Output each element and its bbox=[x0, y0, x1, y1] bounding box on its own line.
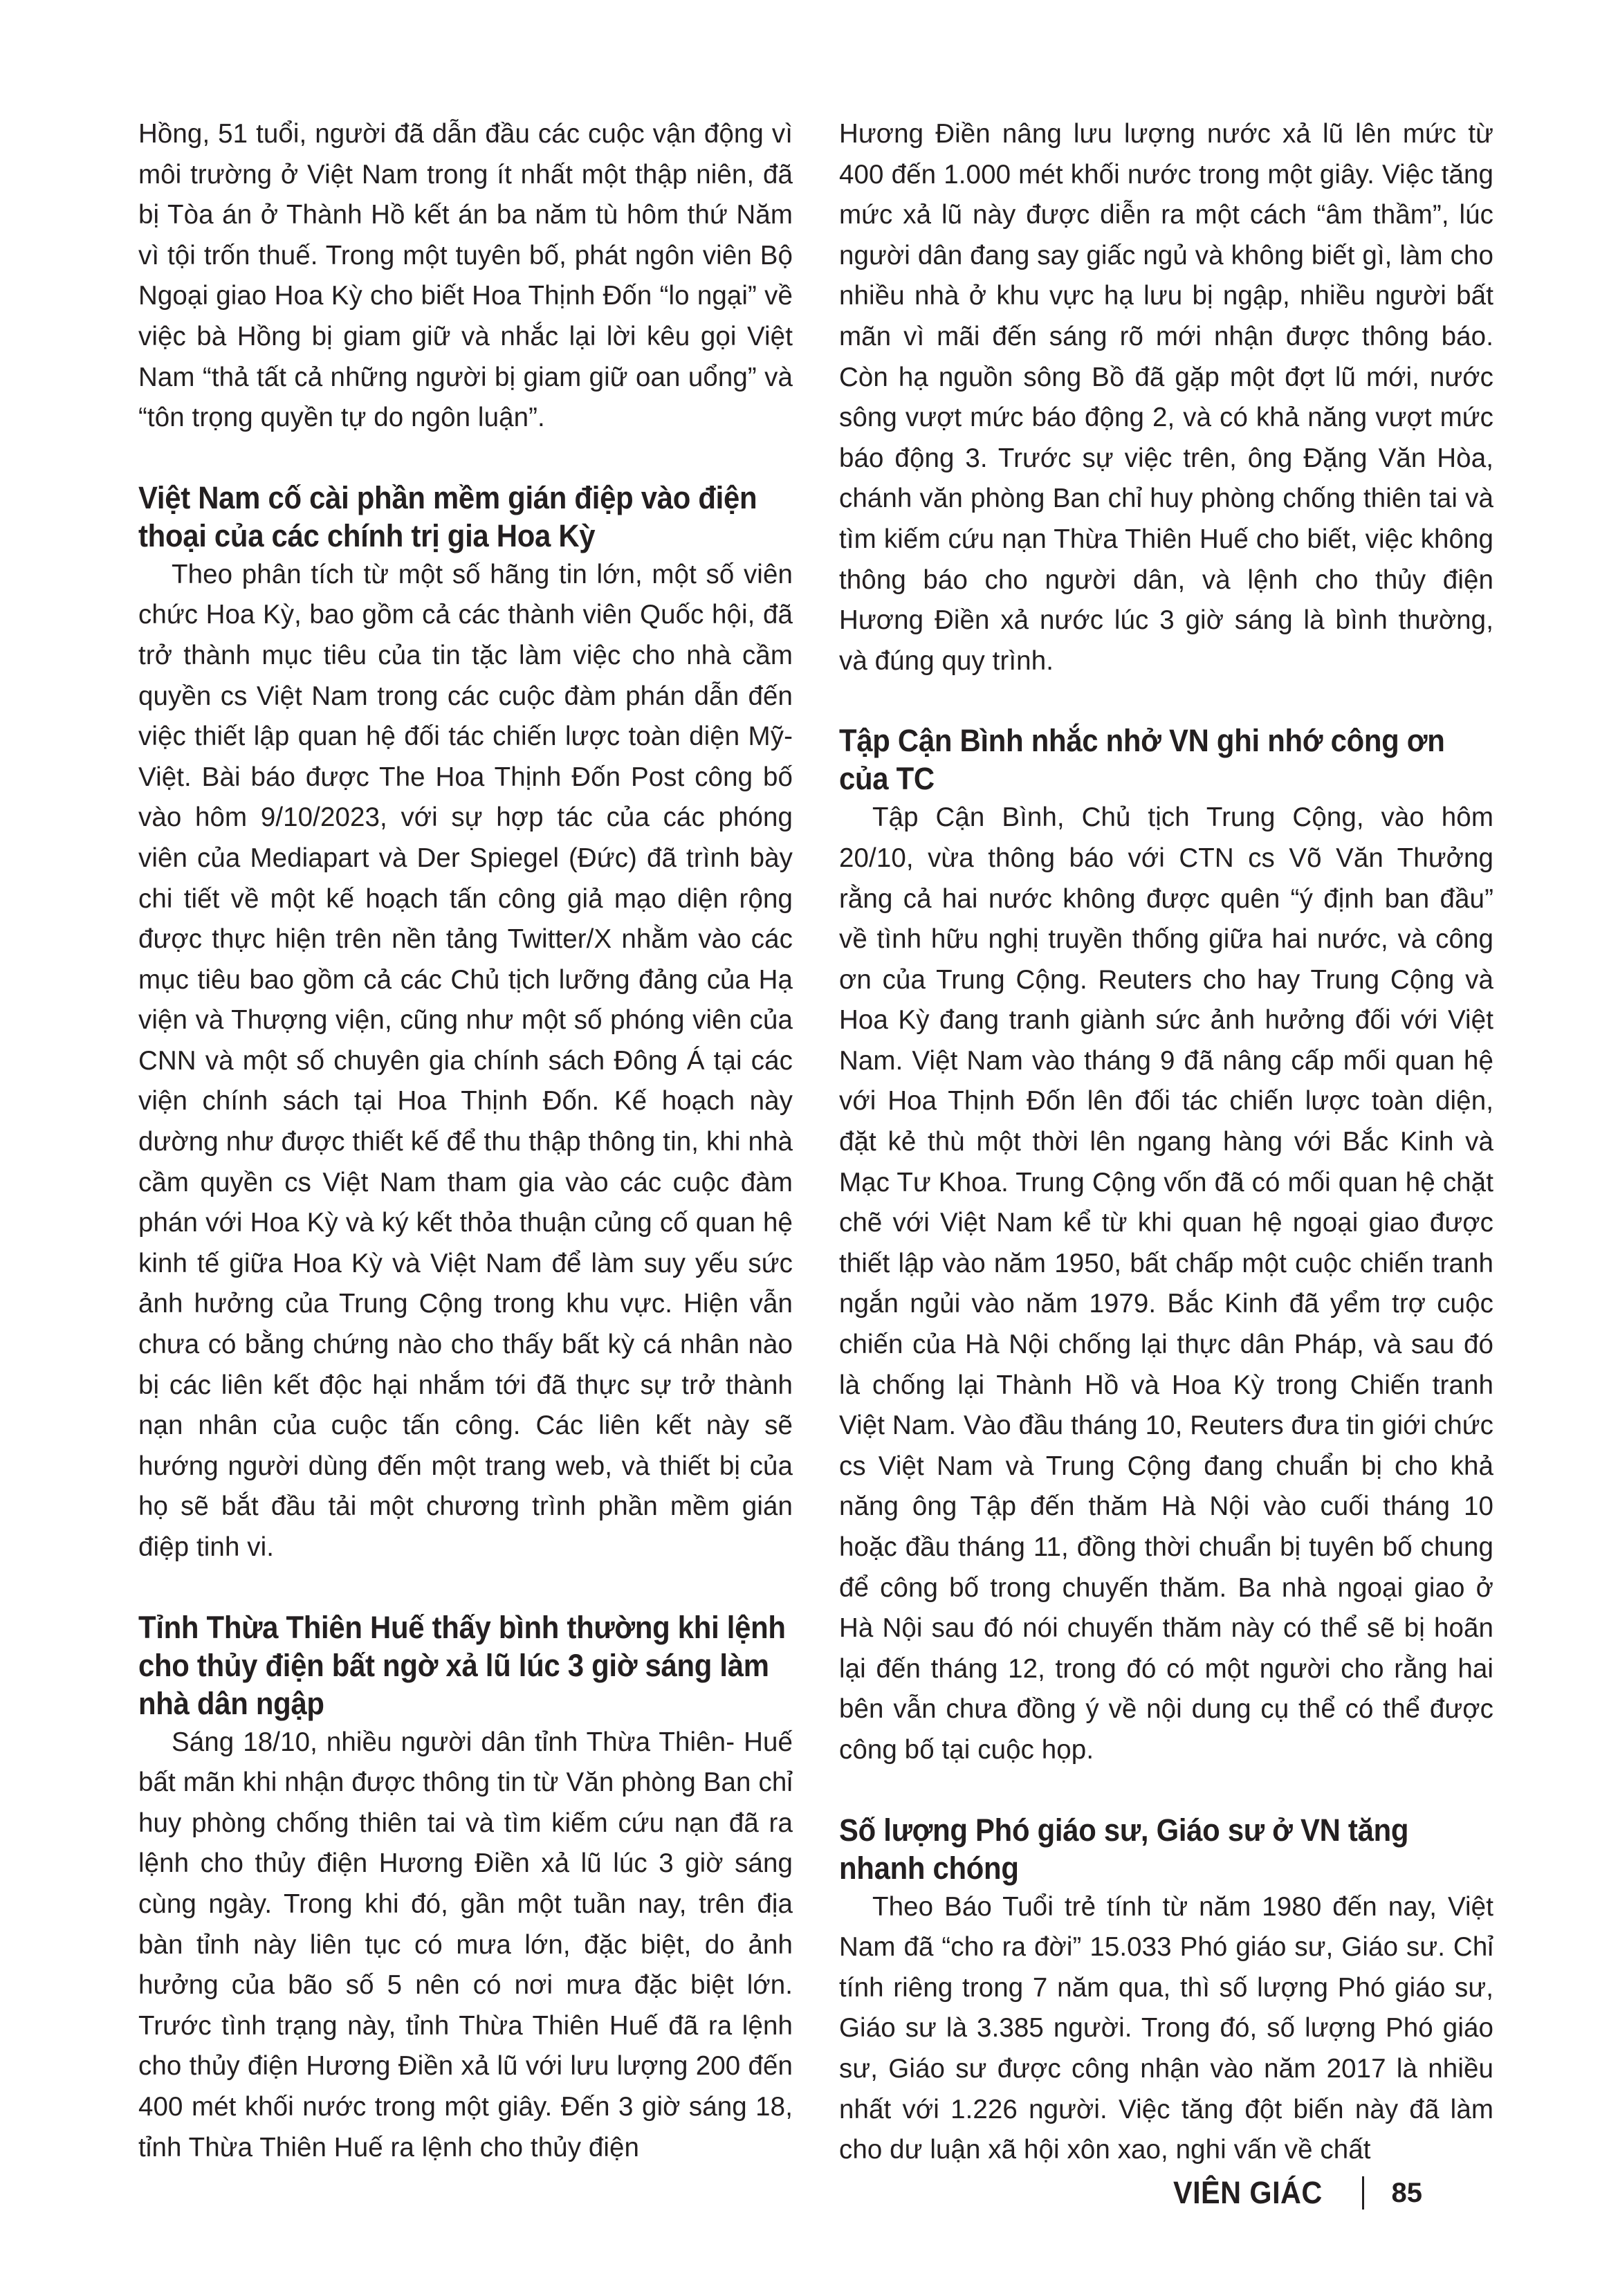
right-column bbox=[839, 114, 1493, 2171]
article-heading: Tập Cận Bình nhắc nhở VN ghi nhớ công ơn của TC bbox=[839, 723, 1445, 797]
article-heading: Tỉnh Thừa Thiên Huế thấy bình thường khi lệnh cho thủy điện bất ngờ xả lũ lúc 3 giờ sáng làm nhà dân ngập bbox=[138, 1609, 786, 1721]
article-paragraph: Theo Báo Tuổi trẻ tính từ năm 1980 đến nay, Việt Nam đã “cho ra đời” 15.033 Phó giáo sư, Giáo sư. Chỉ tính riêng trong 7 năm qua, thì số lượng Phó giáo sư, Giáo sư là 3.385 người. Trong đó, số lượng Phó giáo sư, Giáo sư được công nhận vào năm 2017 là nhiều nhất với 1.226 người. Việc tăng đột biến này đã làm cho dư luận xã hội xôn xao, nghi vấn về chất bbox=[839, 1891, 1493, 2165]
article-paragraph: Tập Cận Bình, Chủ tịch Trung Cộng, vào hôm 20/10, vừa thông báo với CTN cs Võ Văn Thưởng rằng cả hai nước không được quên “ý định ban đầu” về tình hữu nghị truyền thống giữa hai nước, và công ơn của Trung Cộng. Reuters cho hay Trung Cộng và Hoa Kỳ đang tranh giành sức ảnh hưởng đối với Việt Nam. Việt Nam vào tháng 9 đã nâng cấp mối quan hệ với Hoa Thịnh Đốn lên đối tác chiến lược toàn diện, đặt kẻ thù một thời lên ngang hàng với Bắc Kinh và Mạc Tư Khoa. Trung Cộng vốn đã có mối quan hệ chặt chẽ với Việt Nam kể từ khi quan hệ ngoại giao được thiết lập vào năm 1950, bất chấp một cuộc chiến tranh ngắn ngủi vào năm 1979. Bắc Kinh đã yểm trợ cuộc chiến của Hà Nội chống lại thực dân Pháp, và sau đó là chống lại Thành Hồ và Hoa Kỳ trong Chiến tranh Việt Nam. Vào đầu tháng 10, Reuters đưa tin giới chức cs Việt Nam và Trung Cộng đang chuẩn bị cho khả năng ông Tập đến thăm Hà Nội vào cuối tháng 10 hoặc đầu tháng 11, đồng thời chuẩn bị tuyên bố chung để công bố trong chuyến thăm. Ba nhà ngoại giao ở Hà Nội sau đó nói chuyến thăm này có thể sẽ bị hoãn lại đến tháng 12, trong đó có một người cho rằng hai bên vẫn chưa đồng ý về nội dung cụ thể có thể được công bố tại cuộc họp. bbox=[839, 802, 1494, 1765]
page-number: 85 bbox=[1391, 2177, 1423, 2208]
article-paragraph: Hương Điền nâng lưu lượng nước xả lũ lên mức từ 400 đến 1.000 mét khối nước trong một giây. Việc tăng mức xả lũ này được diễn ra một cách “âm thầm”, lúc người dân đang say giấc ngủ và không biết gì, làm cho nhiều nhà ở khu vực hạ lưu bị ngập, nhiều người bất mãn vì mãi đến sáng rõ mới nhận được thông báo. Còn hạ nguồn sông Bồ đã gặp một đợt lũ mới, nước sông vượt mức báo động 2, và có khả năng vượt mức báo động 3. Trước sự việc trên, ông Đặng Văn Hòa, chánh văn phòng Ban chỉ huy phòng chống thiên tai và tìm kiếm cứu nạn Thừa Thiên Huế cho biết, việc không thông báo cho người dân, và lệnh cho thủy điện Hương Điền xả nước lúc 3 giờ sáng là bình thường, và đúng quy trình. bbox=[839, 119, 1493, 676]
article-paragraph: Theo phân tích từ một số hãng tin lớn, một số viên chức Hoa Kỳ, bao gồm cả các thành viên Quốc hội, đã trở thành mục tiêu của tin tặc làm việc cho nhà cầm quyền cs Việt Nam trong các cuộc đàm phán dẫn đến việc thiết lập quan hệ đối tác chiến lược toàn diện Mỹ-Việt. Bài báo được The Hoa Thịnh Đốn Post công bố vào hôm 9/10/2023, với sự hợp tác của các phóng viên của Mediapart và Der Spiegel (Đức) đã trình bày chi tiết về một kế hoạch tấn công giả mạo diện rộng được thực hiện trên nền tảng Twitter/X nhằm vào các mục tiêu bao gồm cả các Chủ tịch lưỡng đảng của Hạ viện và Thượng viện, cũng như một số phóng viên của CNN và một số chuyên gia chính sách Đông Á tại các viện chính sách tại Hoa Thịnh Đốn. Kế hoạch này dường như được thiết kế để thu thập thông tin, khi nhà cầm quyền cs Việt Nam tham gia vào các cuộc đàm phán với Hoa Kỳ và ký kết thỏa thuận củng cố quan hệ kinh tế giữa Hoa Kỳ và Việt Nam để làm suy yếu sức ảnh hưởng của Trung Cộng trong khu vực. Hiện vẫn chưa có bằng chứng nào cho thấy bất kỳ cá nhân nào bị các liên kết độc hại nhắm tới đã thực sự trở thành nạn nhân của cuộc tấn công. Các liên kết này sẽ hướng người dùng đến một trang web, và thiết bị của họ sẽ bắt đầu tải một chương trình phần mềm gián điệp tinh vi. bbox=[138, 559, 793, 1562]
footer-divider bbox=[1362, 2176, 1364, 2210]
article-heading: Việt Nam cố cài phần mềm gián điệp vào điện thoại của các chính trị gia Hoa Kỳ bbox=[138, 479, 757, 553]
magazine-name: VIÊN GIÁC bbox=[1173, 2175, 1323, 2210]
page-footer bbox=[1173, 2172, 1422, 2214]
left-column bbox=[138, 114, 793, 2168]
article-heading: Số lượng Phó giáo sư, Giáo sư ở VN tăng nhanh chóng bbox=[839, 1812, 1409, 1886]
article-paragraph: Sáng 18/10, nhiều người dân tỉnh Thừa Thiên- Huế bất mãn khi nhận được thông tin từ Văn phòng Ban chỉ huy phòng chống thiên tai và tìm kiếm cứu nạn đã ra lệnh cho thủy điện Hương Điền xả lũ lúc 3 giờ sáng cùng ngày. Trong khi đó, gần một tuần nay, trên địa bàn tỉnh này liên tục có mưa lớn, đặc biệt, do ảnh hưởng của bão số 5 nên có nơi mưa đặc biệt lớn. Trước tình trạng này, tỉnh Thừa Thiên Huế đã ra lệnh cho thủy điện Hương Điền xả lũ với lưu lượng 200 đến 400 mét khối nước trong một giây. Đến 3 giờ sáng 18, tỉnh Thừa Thiên Huế ra lệnh cho thủy điện bbox=[138, 1727, 793, 2162]
article-paragraph: Hồng, 51 tuổi, người đã dẫn đầu các cuộc vận động vì môi trường ở Việt Nam trong ít nhất một thập niên, đã bị Tòa án ở Thành Hồ kết án ba năm tù hôm thứ Năm vì tội trốn thuế. Trong một tuyên bố, phát ngôn viên Bộ Ngoại giao Hoa Kỳ cho biết Hoa Thịnh Đốn “lo ngại” về việc bà Hồng bị giam giữ và nhắc lại lời kêu gọi Việt Nam “thả tất cả những người bị giam giữ oan uổng” và “tôn trọng quyền tự do ngôn luận”. bbox=[138, 119, 793, 433]
